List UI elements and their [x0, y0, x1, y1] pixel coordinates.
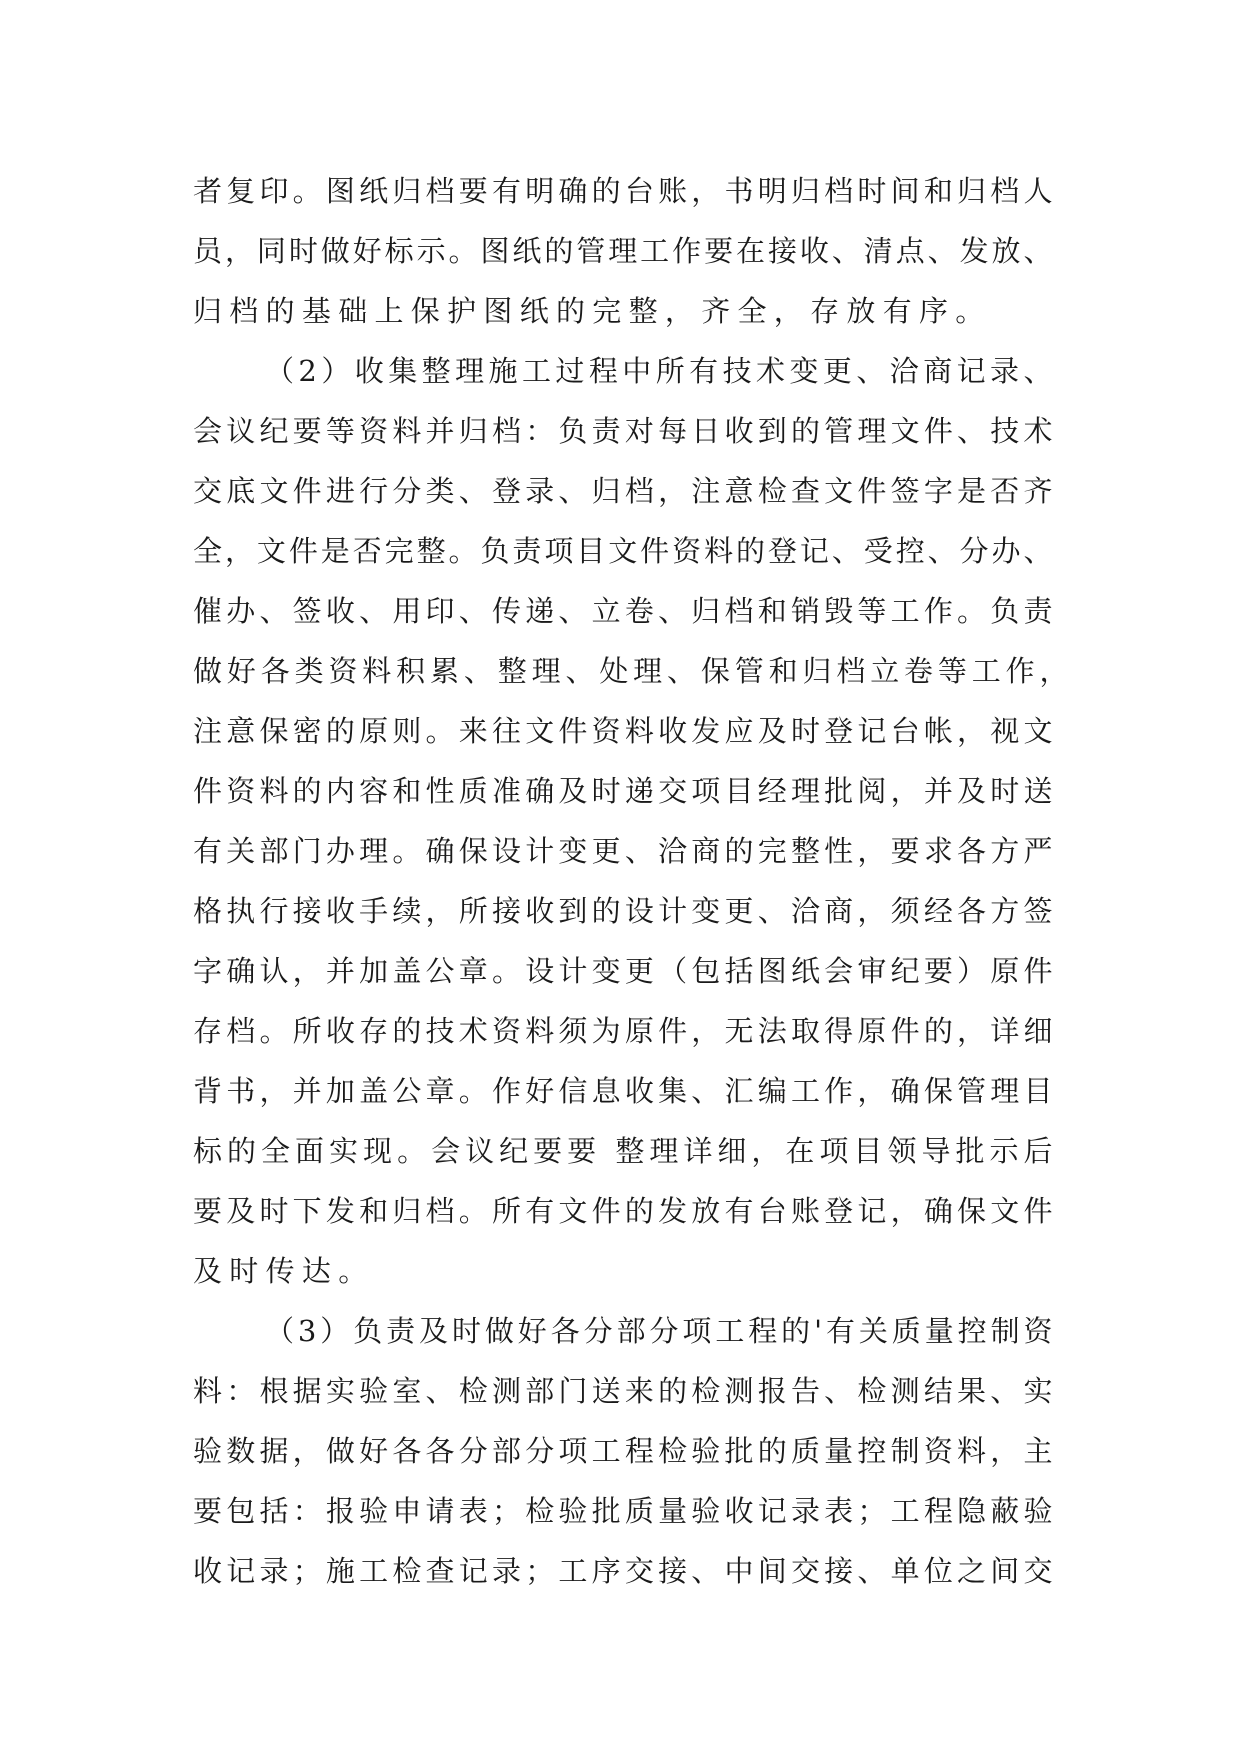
- text-line: 标的全面实现。会议纪要要 整理详细，在项目领导批示后: [193, 1134, 1053, 1168]
- text-line: 归档的基础上保护图纸的完整，齐全，存放有序。: [193, 294, 992, 328]
- text-line: 背书，并加盖公章。作好信息收集、汇编工作，确保管理目: [193, 1074, 1053, 1108]
- text-line: 者复印。图纸归档要有明确的台账，书明归档时间和归档人: [193, 174, 1053, 208]
- text-line: 存档。所收存的技术资料须为原件，无法取得原件的，详细: [193, 1014, 1053, 1048]
- text-line: 验数据，做好各各分部分项工程检验批的质量控制资料，主: [193, 1434, 1053, 1468]
- text-line: 做好各类资料积累、整理、处理、保管和归档立卷等工作，: [193, 654, 1069, 688]
- text-line: 会议纪要等资料并归档：负责对每日收到的管理文件、技术: [193, 414, 1053, 448]
- text-line: 员，同时做好标示。图纸的管理工作要在接收、清点、发放、: [193, 234, 1053, 268]
- text-line: 字确认，并加盖公章。设计变更（包括图纸会审纪要）原件: [193, 954, 1053, 988]
- text-line: 催办、签收、用印、传递、立卷、归档和销毁等工作。负责: [193, 594, 1053, 628]
- paragraph-2: [193, 341, 1069, 1301]
- text-line: 及时传达。: [193, 1254, 375, 1288]
- text-line: 件资料的内容和性质准确及时递交项目经理批阅，并及时送: [193, 774, 1053, 808]
- text-line: 要包括：报验申请表；检验批质量验收记录表；工程隐蔽验: [193, 1494, 1053, 1528]
- text-line: （2）收集整理施工过程中所有技术变更、洽商记录、: [265, 354, 1053, 388]
- text-line: 格执行接收手续，所接收到的设计变更、洽商，须经各方签: [193, 894, 1053, 928]
- text-line: 要及时下发和归档。所有文件的发放有台账登记，确保文件: [193, 1194, 1053, 1228]
- text-line: 注意保密的原则。来往文件资料收发应及时登记台帐，视文: [193, 714, 1053, 748]
- text-line: （3）负责及时做好各分部分项工程的'有关质量控制资: [265, 1314, 1053, 1348]
- paragraph-3: [193, 1301, 1053, 1601]
- text-line: 有关部门办理。确保设计变更、洽商的完整性，要求各方严: [193, 834, 1053, 868]
- text-line: 全，文件是否完整。负责项目文件资料的登记、受控、分办、: [193, 534, 1053, 568]
- text-line: 交底文件进行分类、登录、归档，注意检查文件签字是否齐: [193, 474, 1053, 508]
- text-line: 料：根据实验室、检测部门送来的检测报告、检测结果、实: [193, 1374, 1053, 1408]
- paragraph-1: [193, 161, 1053, 341]
- document-body: [193, 161, 1069, 1601]
- text-line: 收记录；施工检查记录；工序交接、中间交接、单位之间交: [193, 1554, 1053, 1588]
